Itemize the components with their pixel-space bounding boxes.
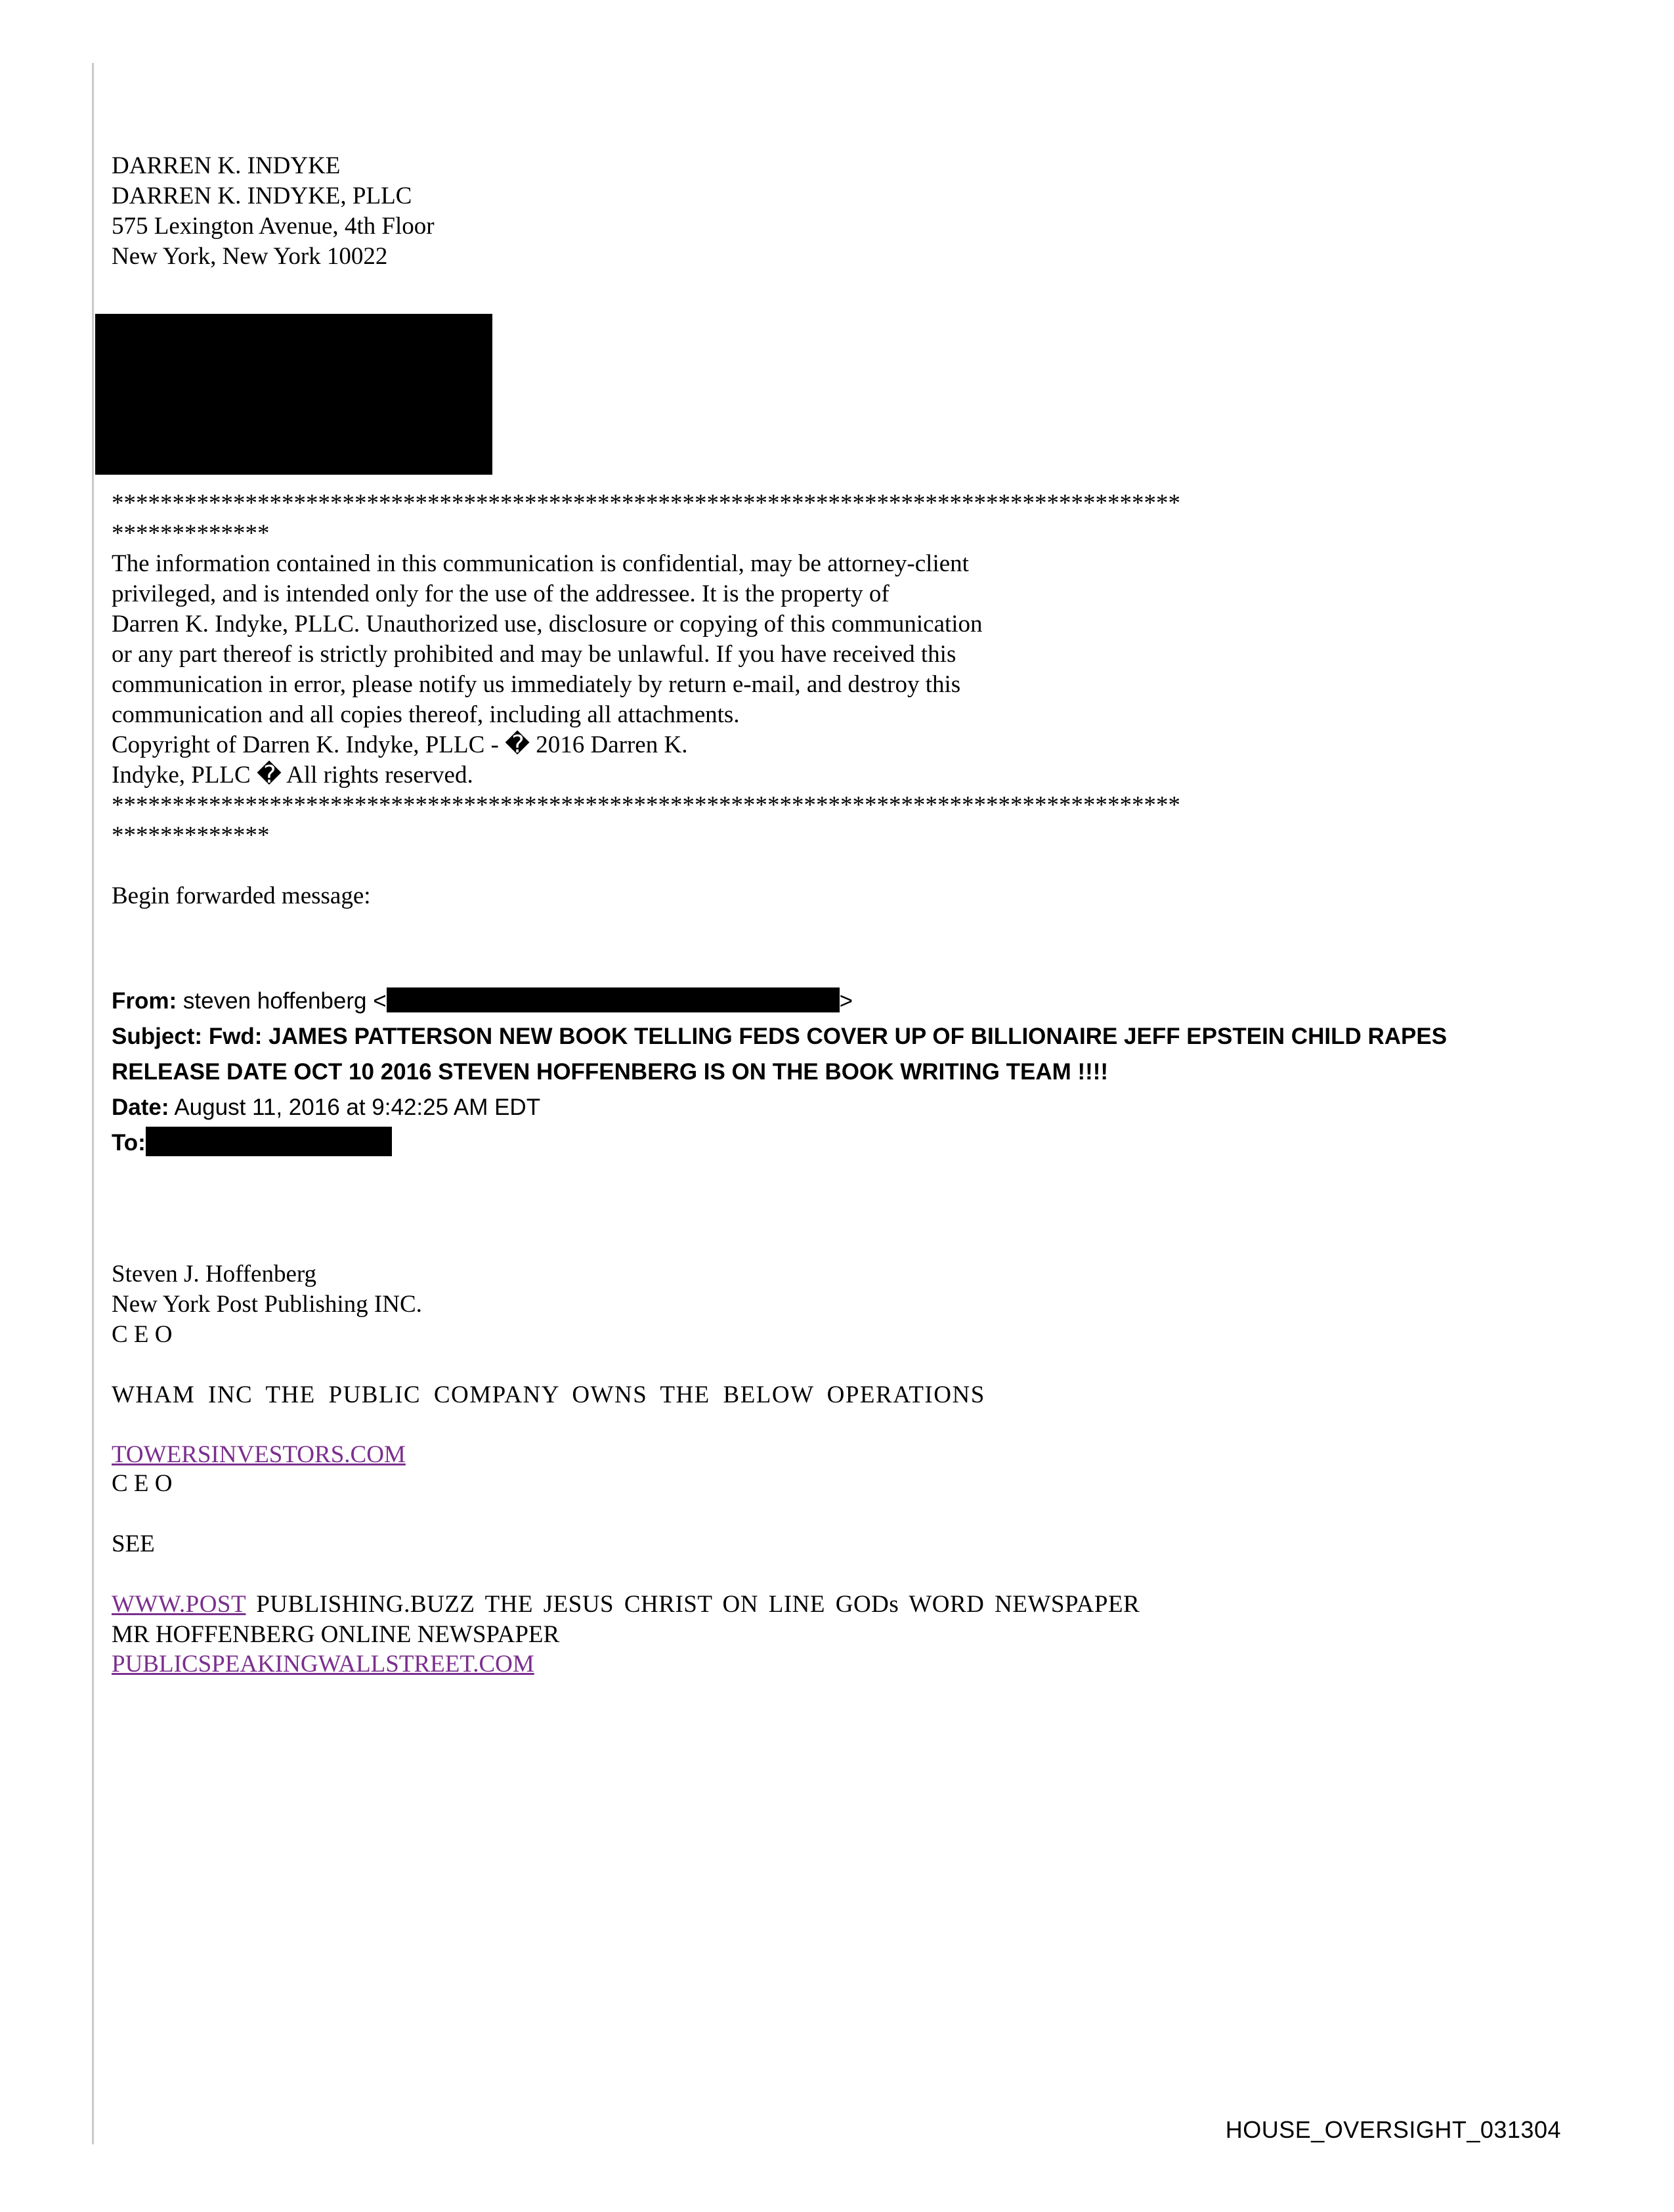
confidentiality-line: Darren K. Indyke, PLLC. Unauthorized use, disclosure or copying of this communication	[112, 611, 983, 638]
sender-name: DARREN K. INDYKE	[112, 152, 341, 179]
signature-title: C E O	[112, 1321, 173, 1348]
www-post-link[interactable]: WWW.POST	[112, 1591, 246, 1618]
header-subject-label: Subject:	[112, 1024, 203, 1049]
header-from-label: From:	[112, 988, 177, 1014]
header-to-label: To:	[112, 1130, 146, 1156]
confidentiality-line: privileged, and is intended only for the use of the addressee. It is the property of	[112, 580, 890, 607]
signature-block	[112, 1259, 1556, 1350]
header-date-label: Date:	[112, 1095, 169, 1120]
divider-top-wrap: *************	[112, 520, 270, 547]
bates-number: HOUSE_OVERSIGHT_031304	[1225, 2116, 1561, 2143]
header-from-value: steven hoffenberg	[182, 988, 367, 1014]
divider-bottom-wrap: *************	[112, 822, 270, 849]
see-label: SEE	[112, 1530, 155, 1557]
sender-block	[112, 151, 1556, 272]
towersinvestors-link[interactable]: TOWERSINVESTORS.COM	[112, 1441, 406, 1468]
wham-inc-line: WHAM INC THE PUBLIC COMPANY OWNS THE BELOW OPERATIONS	[112, 1381, 985, 1408]
header-subject	[112, 1019, 1556, 1090]
mr-hoffenberg-online-newspaper: MR HOFFENBERG ONLINE NEWSPAPER	[112, 1621, 560, 1648]
header-subject-value: Fwd: JAMES PATTERSON NEW BOOK TELLING FEDS COVER UP OF BILLIONAIRE JEFF EPSTEIN CHILD RAPES RELEASE DATE OCT 10 2016 STEVEN HOFFENBERG IS ON THE BOOK WRITING TEAM !!!!	[112, 1024, 1448, 1085]
header-from-bracket-close: >	[839, 988, 853, 1014]
post-publishing-rest: PUBLISHING.BUZZ THE JESUS CHRIST ON LINE GODs WORD NEWSPAPER	[256, 1591, 1140, 1618]
sender-firm: DARREN K. INDYKE, PLLC	[112, 183, 412, 209]
begin-forwarded-message: Begin forwarded message:	[112, 882, 371, 909]
towers-title: C E O	[112, 1470, 173, 1497]
signature-name: Steven J. Hoffenberg	[112, 1261, 317, 1288]
redaction-to-email	[146, 1127, 392, 1156]
header-date	[112, 1090, 1556, 1125]
signature-company: New York Post Publishing INC.	[112, 1291, 422, 1318]
header-to	[112, 1125, 1556, 1161]
sender-city: New York, New York 10022	[112, 243, 388, 270]
post-publishing-row	[112, 1590, 1556, 1620]
divider-bottom: ****************************************************************************************	[112, 792, 1180, 819]
confidentiality-line: Indyke, PLLC � All rights reserved.	[112, 762, 473, 789]
confidentiality-line: communication and all copies thereof, including all attachments.	[112, 701, 740, 728]
confidentiality-line: The information contained in this communication is confidential, may be attorney-client	[112, 550, 969, 577]
redaction-contact-block	[95, 314, 492, 475]
publicspeakingwallstreet-link[interactable]: PUBLICSPEAKINGWALLSTREET.COM	[112, 1651, 534, 1678]
confidentiality-notice	[112, 549, 1556, 791]
header-date-value: August 11, 2016 at 9:42:25 AM EDT	[174, 1095, 541, 1120]
email-headers	[112, 984, 1556, 1161]
left-margin-rule	[92, 63, 94, 2144]
sender-street: 575 Lexington Avenue, 4th Floor	[112, 213, 435, 240]
header-from-bracket-open: <	[373, 988, 387, 1014]
towers-link-row	[112, 1441, 1556, 1469]
confidentiality-line: Copyright of Darren K. Indyke, PLLC - � 2016 Darren K.	[112, 731, 688, 758]
redaction-from-email	[387, 987, 840, 1012]
header-from	[112, 984, 1556, 1019]
divider-top: ****************************************************************************************	[112, 490, 1180, 517]
public-speaking-row	[112, 1650, 1556, 1678]
confidentiality-line: communication in error, please notify us immediately by return e-mail, and destroy this	[112, 671, 961, 698]
confidentiality-line: or any part thereof is strictly prohibited and may be unlawful. If you have received this	[112, 641, 956, 668]
